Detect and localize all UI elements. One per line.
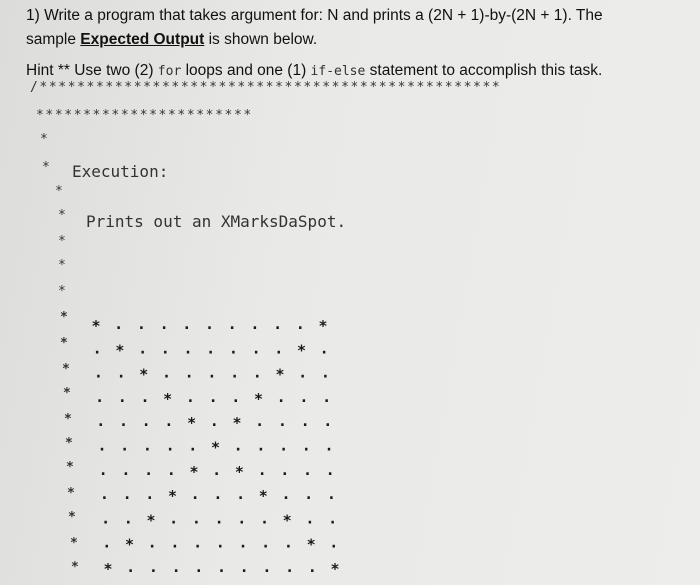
grid-mark-star: * [306,535,316,554]
grid-dot: . [302,460,313,479]
grid-dot: . [319,339,329,358]
grid-dot: . [262,558,272,576]
grid-dot: . [161,363,172,382]
grid-dot: . [116,363,126,382]
grid-mark-star: * [330,560,340,578]
grid-dot: . [114,315,124,333]
grid-dot: . [121,460,131,479]
question-text: sample [26,31,81,48]
grid-dot: . [120,436,130,455]
comment-margin-star: * [68,510,76,525]
expected-output-label: Expected Output [80,31,205,48]
grid-mark-star: * [187,414,197,433]
grid-dot: . [185,387,195,406]
grid-dot: . [277,412,287,431]
grid-dot: . [228,339,238,358]
comment-open-line: /************************************************* [30,80,502,95]
grid-dot: . [165,436,175,455]
grid-dot: . [141,412,151,431]
grid-dot: . [216,558,227,576]
grid-dot: . [123,509,133,528]
grid-mark-star: * [296,341,307,360]
grid-dot: . [136,315,146,333]
grid-dot: . [209,412,219,431]
question-line-1: 1) Write a program that takes argument for: N and prints a (2N + 1)-by-(2N + 1). The [26,7,603,24]
grid-dot: . [304,485,314,504]
grid-dot: . [325,460,335,479]
grid-dot: . [236,485,246,504]
grid-dot: . [117,387,127,406]
comment-margin-star: * [64,412,72,427]
grid-mark-star: * [189,462,199,481]
grid-dot: . [233,436,243,455]
grid-dot: . [273,315,283,333]
grid-dot: . [182,315,192,333]
comment-margin-star: * [58,258,66,273]
if-else-keyword: if-else [310,64,366,79]
grid-dot: . [279,436,289,455]
grid-dot: . [96,412,106,431]
grid-dot: . [285,558,295,576]
grid-dot: . [295,315,305,333]
grid-dot: . [227,315,237,333]
grid-dot: . [191,509,201,528]
grid-dot: . [164,412,174,431]
grid-mark-star: * [282,511,292,530]
grid-dot: . [298,363,308,382]
grid-dot: . [280,460,290,479]
grid-dot: . [256,436,266,455]
grid-dot: . [99,485,109,504]
grid-dot: . [239,558,249,576]
comment-second-line: *********************** [36,108,253,123]
grid-dot: . [184,363,194,382]
grid-dot: . [261,533,271,552]
grid-dot: . [101,509,111,528]
comment-margin-star: * [60,310,68,325]
grid-dot: . [122,485,132,504]
grid-dot: . [238,533,248,552]
grid-dot: . [257,460,267,479]
grid-dot: . [92,339,102,358]
grid-dot: . [93,363,103,382]
grid-dot: . [251,339,261,358]
prints-description: Prints out an XMarksDaSpot. [86,212,347,231]
grid-mark-star: * [146,511,156,530]
grid-dot: . [140,387,150,406]
grid-dot: . [207,363,217,382]
comment-margin-star: * [58,234,66,249]
grid-mark-star: * [234,462,244,481]
grid-dot: . [274,339,284,358]
grid-dot: . [147,533,157,552]
comment-margin-star: * [58,284,66,299]
grid-dot: . [194,558,204,576]
hint-text-mid: loops and one (1) [181,62,311,79]
grid-dot: . [305,509,315,528]
grid-dot: . [126,558,136,576]
grid-dot: . [323,412,333,431]
grid-dot: . [299,387,309,406]
grid-dot: . [98,460,108,479]
grid-dot: . [283,533,293,552]
grid-dot: . [281,485,291,504]
grid-dot: . [166,460,176,479]
grid-dot: . [102,533,112,552]
grid-dot: . [212,460,222,479]
grid-dot: . [95,387,105,406]
comment-margin-star: * [70,536,78,551]
comment-margin-star: * [55,184,63,199]
grid-dot: . [188,436,198,455]
grid-mark-star: * [124,535,135,554]
comment-margin-star: * [40,132,48,147]
grid-dot: . [190,485,200,504]
grid-mark-star: * [210,438,221,457]
grid-dot: . [255,412,265,431]
grid-dot: . [328,509,338,528]
grid-dot: . [215,533,225,552]
grid-mark-star: * [253,389,264,408]
grid-dot: . [193,533,203,552]
grid-mark-star: * [115,341,125,360]
grid-mark-star: * [91,317,101,335]
execution-label: Execution: [72,162,169,181]
grid-dot: . [97,436,107,455]
comment-margin-star: * [65,436,73,451]
comment-margin-star: * [63,386,71,401]
grid-dot: . [322,387,332,406]
grid-mark-star: * [275,365,285,384]
grid-dot: . [326,485,336,504]
comment-margin-star: * [42,160,50,175]
grid-dot: . [142,436,152,455]
grid-dot: . [300,412,310,431]
hint-text-end: statement to accomplish this task. [365,62,603,79]
grid-mark-star: * [163,389,173,408]
grid-dot: . [204,315,215,333]
grid-dot: . [252,363,262,382]
grid-dot: . [208,387,218,406]
grid-mark-star: * [318,317,328,335]
grid-dot: . [307,558,317,576]
grid-dot: . [170,533,180,552]
comment-margin-star: * [71,560,79,575]
question-text-end: is shown below. [204,31,318,48]
grid-dot: . [160,339,170,358]
grid-dot: . [230,363,240,382]
grid-dot: . [329,533,339,552]
grid-dot: . [144,460,154,479]
comment-margin-star: * [60,336,68,351]
comment-margin-star: * [62,362,70,377]
comment-margin-star: * [58,208,66,223]
grid-dot: . [171,558,181,576]
grid-mark-star: * [103,560,113,578]
hint-text: Hint ** Use two (2) [26,62,158,79]
grid-dot: . [148,558,158,576]
grid-dot: . [301,436,311,455]
grid-dot: . [206,339,216,358]
grid-dot: . [231,387,241,406]
grid-dot: . [145,485,155,504]
grid-mark-star: * [167,487,178,506]
grid-dot: . [250,315,260,333]
grid-dot: . [320,363,330,382]
grid-dot: . [213,485,223,504]
for-keyword: for [157,64,182,79]
grid-dot: . [324,436,334,455]
grid-dot: . [276,387,286,406]
grid-dot: . [183,339,193,358]
grid-dot: . [118,412,129,431]
grid-dot: . [159,315,169,333]
grid-dot: . [138,339,148,358]
grid-mark-star: * [139,365,149,384]
grid-dot: . [259,509,270,528]
comment-margin-star: * [66,460,74,475]
comment-margin-star: * [67,486,75,501]
grid-mark-star: * [232,414,242,433]
grid-dot: . [169,509,179,528]
grid-dot: . [237,509,247,528]
grid-dot: . [214,509,224,528]
grid-mark-star: * [258,487,268,506]
